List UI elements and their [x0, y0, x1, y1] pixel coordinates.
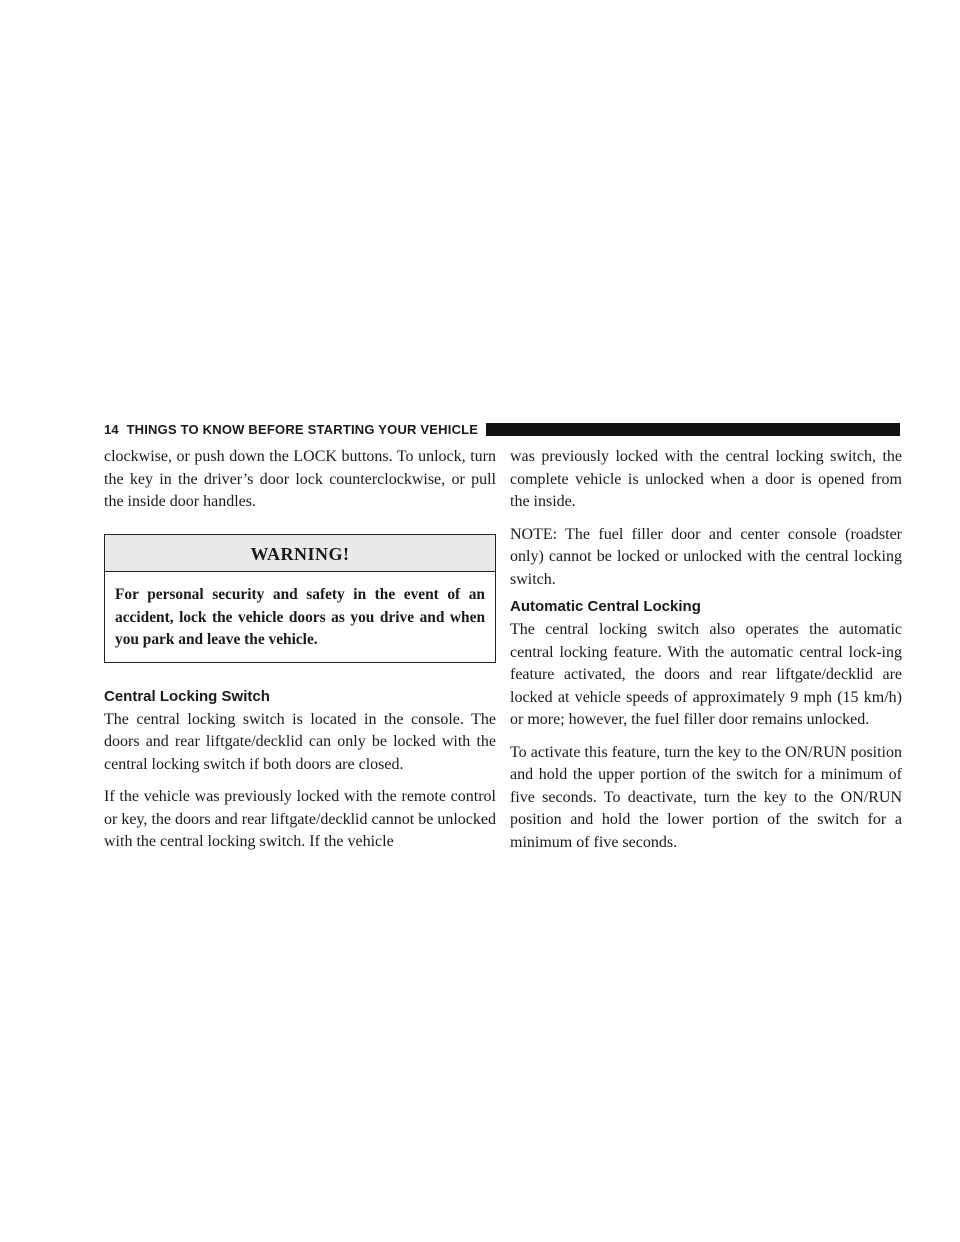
- warning-body: For personal security and safety in the event of an accident, lock the vehicle doors as you drive and when you park and leave the vehicle.: [105, 572, 495, 662]
- intro-paragraph: clockwise, or push down the LOCK buttons. To unlock, turn the key in the driver’s door lock counterclockwise, or pull the inside door handles.: [104, 448, 496, 510]
- automatic-central-locking-heading: Automatic Central Locking: [510, 598, 701, 615]
- central-locking-heading: Central Locking Switch: [104, 687, 270, 705]
- header-text: [104, 422, 486, 437]
- page-header: [104, 418, 900, 440]
- page-number: 14: [104, 421, 119, 437]
- automatic-locking-paragraph-1: The central locking switch also operates the automatic central locking feature. With the automatic central lock-ing feature activated, the doors and rear liftgate/decklid are locked at vehicle speeds of approximately 9 mph (15 km/h) or more; however, the fuel filler door remains unlocked.: [510, 621, 902, 728]
- left-column: [104, 446, 496, 864]
- note-text: The fuel filler door and center console (roadster only) cannot be locked or unlocked with the central locking switch.: [510, 525, 902, 588]
- note-paragraph: [510, 524, 902, 592]
- right-column: [510, 446, 902, 864]
- warning-box: [104, 534, 496, 663]
- continuation-paragraph: was previously locked with the central locking switch, the complete vehicle is unlocked when a door is opened from the inside.: [510, 448, 902, 510]
- section-title: THINGS TO KNOW BEFORE STARTING YOUR VEHICLE: [126, 421, 479, 437]
- central-locking-paragraph-2: If the vehicle was previously locked with the remote control or key, the doors and rear liftgate/decklid cannot be unlocked with the central locking switch. If the vehicle: [104, 788, 496, 850]
- note-label: NOTE:: [510, 525, 558, 543]
- warning-title: WARNING!: [105, 535, 495, 573]
- central-locking-paragraph-1: The central locking switch is located in the console. The doors and rear liftgate/decklid can only be locked with the central locking switch if both doors are closed.: [104, 710, 496, 773]
- automatic-locking-paragraph-2: To activate this feature, turn the key to the ON/RUN position and hold the upper portion of the switch for a minimum of five seconds. To deactivate, turn the key to the ON/RUN position and hold the lower portion of the switch for a minimum of five seconds.: [510, 743, 902, 851]
- header-rule: [486, 423, 900, 436]
